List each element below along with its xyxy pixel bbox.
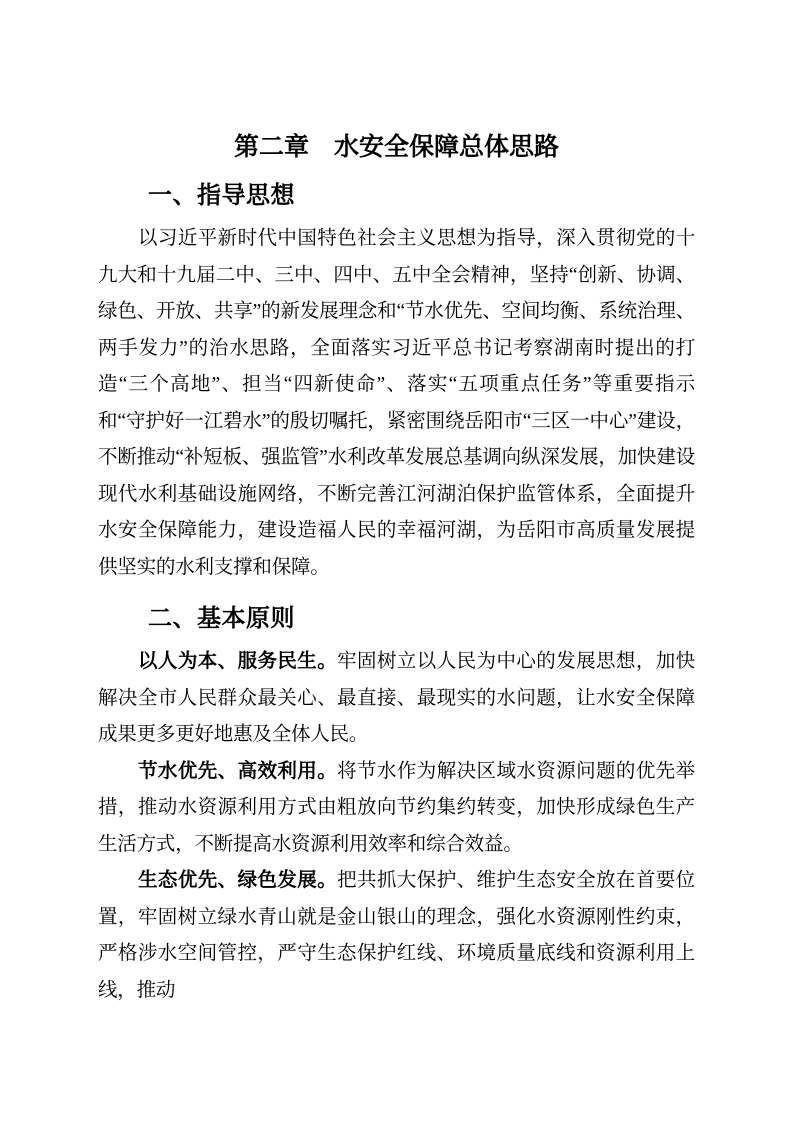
paragraph-ecology-first bbox=[98, 863, 695, 1009]
document-content bbox=[98, 131, 695, 1009]
paragraph-text: 以习近平新时代中国特色社会主义思想为指导，深入贯彻党的十九大和十九届二中、三中、四中、五中全会精神，坚持“创新、协调、绿色、开放、共享”的新发展理念和“节水优先、空间均衡、系统治理、两手发力”的治水思路，全面落实习近平总书记考察湖南时提出的打造“三个高地”、担当“四新使命”、落实“五项重点任务”等重要指示和“守护好一江碧水”的殷切嘱托，紧密围绕岳阳市“三区一中心”建设，不断推动“补短板、强监管”水利改革发展总基调向纵深发展，加快建设现代水利基础设施网络，不断完善江河湖泊保护监管体系，全面提升水安全保障能力，建设造福人民的幸福河湖，为岳阳市高质量发展提供坚实的水利支撑和保障。 bbox=[98, 228, 695, 578]
section-heading-basic-principles: 二、基本原则 bbox=[148, 605, 295, 632]
paragraph-lead: 生态优先、绿色发展。 bbox=[138, 870, 338, 891]
paragraph-water-saving bbox=[98, 754, 695, 864]
paragraph-guiding-ideology bbox=[98, 221, 695, 586]
paragraph-lead: 节水优先、高效利用。 bbox=[138, 760, 338, 782]
section-heading-guiding-ideology: 一、指导思想 bbox=[148, 182, 295, 209]
paragraph-people-oriented bbox=[98, 644, 695, 754]
paragraph-text: 把共抓大保护、维护生态安全放在首要位置，牢固树立绿水青山就是金山银山的理念，强化水资源刚性约束，严格涉水空间管控，严守生态保护红线、环境质量底线和资源利用上线，推动 bbox=[98, 870, 695, 1001]
paragraph-lead: 以人为本、服务民生。 bbox=[138, 651, 338, 672]
paragraph-text: 牢固树立以人民为中心的发展思想，加快解决全市人民群众最关心、最直接、最现实的水问题，让水安全保障成果更多更好地惠及全体人民。 bbox=[98, 651, 695, 745]
paragraph-text: 将节水作为解决区域水资源问题的优先举措，推动水资源利用方式由粗放向节约集约转变，加快形成绿色生产生活方式，不断提高水资源利用效率和综合效益。 bbox=[98, 760, 695, 855]
chapter-title: 第二章 水安全保障总体思路 bbox=[233, 133, 559, 161]
